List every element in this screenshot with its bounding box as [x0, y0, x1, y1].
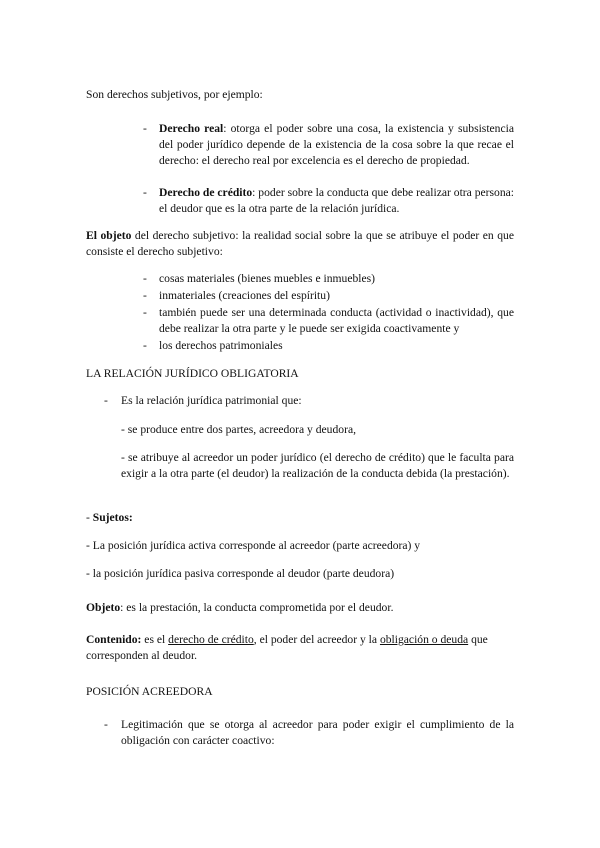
section-heading-acreedora: POSICIÓN ACREEDORA: [86, 685, 213, 698]
bullet-dash: -: [104, 718, 108, 731]
list-item: los derechos patrimoniales: [159, 339, 283, 352]
bullet-dash: -: [143, 306, 147, 319]
bullet-dash: -: [143, 122, 147, 135]
list-item-derecho-credito: Derecho de crédito: poder sobre la conducta que debe realizar otra persona: el deudor que es la otra parte de la relación jurídica.: [159, 186, 514, 215]
contenido-paragraph: Contenido: es el derecho de crédito, el poder del acreedor y la obligación o deuda que corresponden al deudor.: [86, 633, 488, 662]
objeto-definition: Objeto: es la prestación, la conducta comprometida por el deudor.: [86, 601, 394, 614]
bullet-dash: -: [143, 339, 147, 352]
term-derecho-real: Derecho real: [159, 122, 224, 135]
bullet-dash: -: [143, 186, 147, 199]
term-el-objeto: El objeto: [86, 229, 132, 242]
relacion-item: Es la relación jurídica patrimonial que:: [121, 394, 302, 407]
sujetos-label: - Sujetos:: [86, 511, 133, 524]
list-item: cosas materiales (bienes muebles e inmuebles): [159, 272, 376, 285]
link-obligacion-deuda: obligación o deuda: [379, 633, 469, 646]
relacion-sub-item: - se produce entre dos partes, acreedora y deudora,: [121, 423, 356, 436]
bullet-dash: -: [104, 394, 108, 407]
term-objeto: Objeto: [86, 601, 121, 614]
posicion-activa: - La posición jurídica activa corresponde al acreedor (parte acreedora) y: [86, 539, 421, 552]
list-item-derecho-real: Derecho real: otorga el poder sobre una cosa, la existencia y subsistencia del poder jurídico depende de la existencia de la cosa sobre la que recae el derecho: el derecho real por excelencia es el derecho de propiedad.: [159, 122, 514, 167]
section-heading-relacion: LA RELACIÓN JURÍDICO OBLIGATORIA: [86, 367, 299, 380]
posicion-pasiva: - la posición jurídica pasiva corresponde al deudor (parte deudora): [86, 567, 395, 580]
list-item: también puede ser una determinada conducta (actividad o inactividad), que debe realizar la otra parte y le puede ser exigida coactivamente y: [159, 306, 514, 335]
bullet-dash: -: [143, 272, 147, 285]
objeto-paragraph: El objeto del derecho subjetivo: la realidad social sobre la que se atribuye el poder en que consiste el derecho subjetivo:: [86, 229, 514, 258]
relacion-sub-item: - se atribuye al acreedor un poder jurídico (el derecho de crédito) que le faculta para exigir a la otra parte (el deudor) la realización de la conducta debida (la prestación).: [121, 451, 514, 480]
link-derecho-credito: derecho de crédito: [168, 633, 254, 646]
intro-text: Son derechos subjetivos, por ejemplo:: [86, 88, 263, 101]
term-contenido: Contenido:: [86, 633, 142, 646]
list-item: inmateriales (creaciones del espíritu): [159, 289, 330, 302]
acreedora-item: Legitimación que se otorga al acreedor para poder exigir el cumplimiento de la obligación con carácter coactivo:: [121, 718, 514, 747]
bullet-dash: -: [143, 289, 147, 302]
term-derecho-credito: Derecho de crédito: [159, 186, 253, 199]
